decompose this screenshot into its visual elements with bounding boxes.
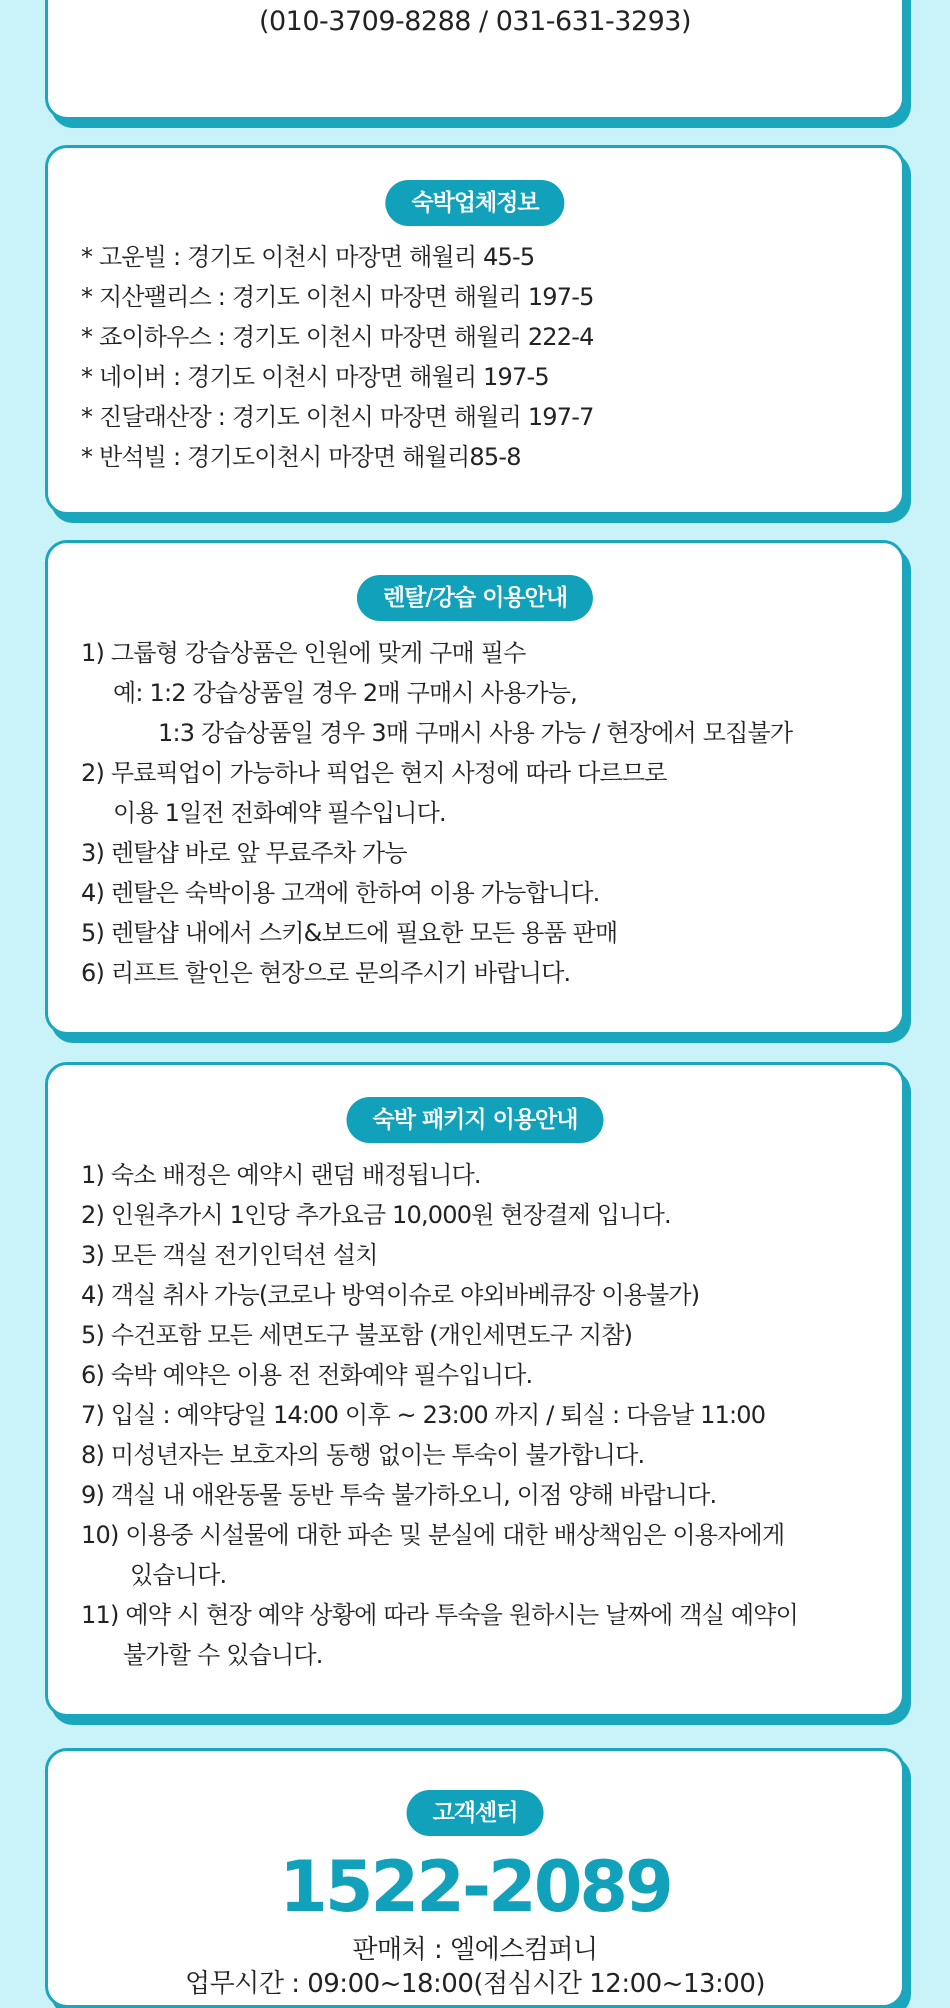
lodging-item: * 고운빌 : 경기도 이천시 마장면 해월리 45-5 <box>81 243 535 271</box>
rental-info-title: 렌탈/강습 이용안내 <box>357 575 593 621</box>
rental-line: 4) 렌탈은 숙박이용 고객에 한하여 이용 가능합니다. <box>81 879 600 907</box>
rental-line: 1) 그룹형 강습상품은 인원에 맞게 구매 필수 <box>81 639 526 667</box>
customer-center-phone: 1522-2089 <box>279 1846 671 1928</box>
rental-line: 이용 1일전 전화예약 필수입니다. <box>113 799 446 827</box>
contact-card <box>45 0 905 120</box>
package-line: 1) 숙소 배정은 예약시 랜덤 배정됩니다. <box>81 1161 481 1189</box>
lodging-item: * 네이버 : 경기도 이천시 마장면 해월리 197-5 <box>81 363 549 391</box>
package-line: 2) 인원추가시 1인당 추가요금 10,000원 현장결제 입니다. <box>81 1201 671 1229</box>
package-line: 6) 숙박 예약은 이용 전 전화예약 필수입니다. <box>81 1361 533 1389</box>
customer-center-title: 고객센터 <box>407 1790 544 1836</box>
package-info-title: 숙박 패키지 이용안내 <box>347 1097 604 1143</box>
lodging-item: * 반석빌 : 경기도이천시 마장면 해월리85-8 <box>81 443 521 471</box>
contact-phones: (010-3709-8288 / 031-631-3293) <box>258 6 692 37</box>
package-line: 7) 입실 : 예약당일 14:00 이후 ~ 23:00 까지 / 퇴실 : 다음날 11:00 <box>81 1401 766 1429</box>
rental-line: 2) 무료픽업이 가능하나 픽업은 현지 사정에 따라 다르므로 <box>81 759 667 787</box>
rental-line: 5) 렌탈샵 내에서 스키&보드에 필요한 모든 용품 판매 <box>81 919 618 947</box>
package-line: 9) 객실 내 애완동물 동반 투숙 불가하오니, 이점 양해 바랍니다. <box>81 1481 717 1509</box>
package-line: 5) 수건포함 모든 세면도구 불포함 (개인세면도구 지참) <box>81 1321 633 1349</box>
seller-info: 판매처 : 엘에스컴퍼니 <box>352 1935 598 1965</box>
rental-line: 3) 렌탈샵 바로 앞 무료주차 가능 <box>81 839 407 867</box>
lodging-item: * 죠이하우스 : 경기도 이천시 마장면 해월리 222-4 <box>81 323 594 351</box>
business-hours: 업무시간 : 09:00~18:00(점심시간 12:00~13:00) <box>184 1969 766 1999</box>
package-line: 불가할 수 있습니다. <box>123 1641 323 1669</box>
package-info-card <box>45 1062 905 1717</box>
package-line: 11) 예약 시 현장 예약 상황에 따라 투숙을 원하시는 날짜에 객실 예약이 <box>81 1601 798 1629</box>
package-line: 있습니다. <box>130 1561 227 1589</box>
lodging-item: * 지산팰리스 : 경기도 이천시 마장면 해월리 197-5 <box>81 283 594 311</box>
lodging-info-title: 숙박업체정보 <box>385 180 564 226</box>
package-line: 4) 객실 취사 가능(코로나 방역이슈로 야외바베큐장 이용불가) <box>81 1281 700 1309</box>
package-line: 3) 모든 객실 전기인덕션 설치 <box>81 1241 378 1269</box>
lodging-info-card <box>45 145 905 515</box>
package-line: 10) 이용중 시설물에 대한 파손 및 분실에 대한 배상책임은 이용자에게 <box>81 1521 785 1549</box>
lodging-item: * 진달래산장 : 경기도 이천시 마장면 해월리 197-7 <box>81 403 594 431</box>
rental-line: 예: 1:2 강습상품일 경우 2매 구매시 사용가능, <box>113 679 577 707</box>
rental-line: 6) 리프트 할인은 현장으로 문의주시기 바랍니다. <box>81 959 571 987</box>
package-line: 8) 미성년자는 보호자의 동행 없이는 투숙이 불가합니다. <box>81 1441 645 1469</box>
customer-center-card <box>45 1748 905 2008</box>
rental-info-card <box>45 540 905 1035</box>
rental-line: 1:3 강습상품일 경우 3매 구매시 사용 가능 / 현장에서 모집불가 <box>158 719 793 747</box>
